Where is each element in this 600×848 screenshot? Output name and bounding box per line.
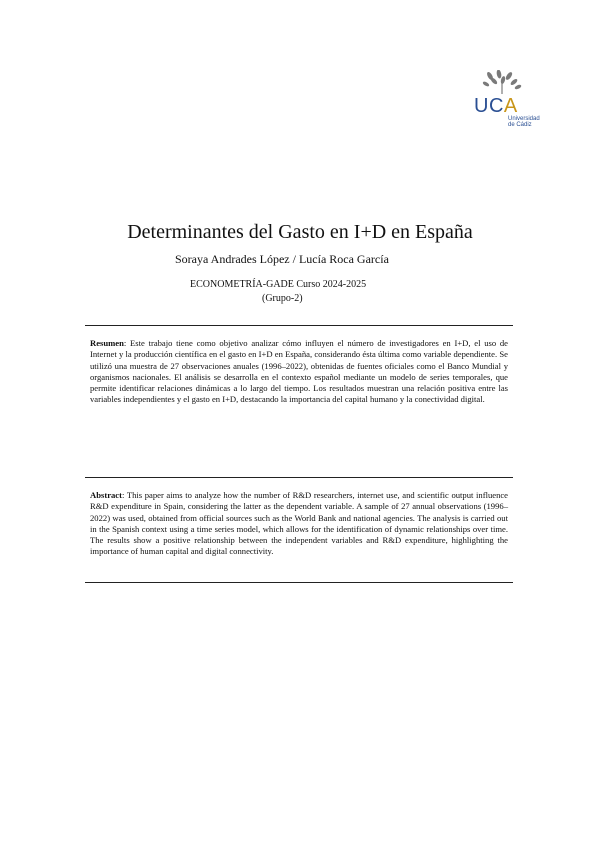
group-info: (Grupo-2) xyxy=(262,293,303,304)
divider-top xyxy=(85,325,513,326)
divider-bottom xyxy=(85,582,513,583)
divider-middle xyxy=(85,477,513,478)
authors: Soraya Andrades López / Lucía Roca García xyxy=(175,252,389,266)
abstract-text: : This paper aims to analyze how the number of R&D researchers, internet use, and scientific output influence R&D expenditure in Spain, considering the latter as the dependent variable. A sample of 27 annual observations (1996–2022) was used, obtained from official sources such as the World Bank and national agencies. The analysis is carried out in the Spanish context using a time series model, which allows for the identification of dynamic relationships over time. The results show a positive relationship between the independent variables and R&D expenditure, highlighting the importance of human capital and digital connectivity. xyxy=(90,490,508,557)
logo-text: UCA xyxy=(474,95,518,117)
page-title: Determinantes del Gasto en I+D en España xyxy=(127,221,473,243)
resumen-text: : Este trabajo tiene como objetivo analizar cómo influyen el número de investigadores en I+D, el uso de Internet y la producción científica en el gasto en I+D en España, considerando ésta última como variable dependiente. Se utilizó una muestra de 27 observaciones anuales (1996–2022), obtenidas de fuentes oficiales como el Banco Mundial y organismos nacionales. El análisis se desarrolla en el contexto español mediante un modelo de series temporales, que permite identificar relaciones dinámicas a lo largo del tiempo. Los resultados muestran una relación positiva entre las variables independientes y el gasto en I+D, destacando la importancia del capital humano y la conectividad digital. xyxy=(90,338,508,405)
abstract-label: Abstract xyxy=(90,490,122,500)
resumen-label: Resumen xyxy=(90,338,124,348)
university-logo xyxy=(468,70,538,134)
abstract-section xyxy=(90,490,508,558)
resumen-section xyxy=(90,338,508,406)
uca-emblem-icon xyxy=(472,70,532,96)
logo-subtitle: Universidad de Cádiz xyxy=(508,116,540,128)
course-info: ECONOMETRÍA-GADE Curso 2024-2025 xyxy=(190,279,367,290)
